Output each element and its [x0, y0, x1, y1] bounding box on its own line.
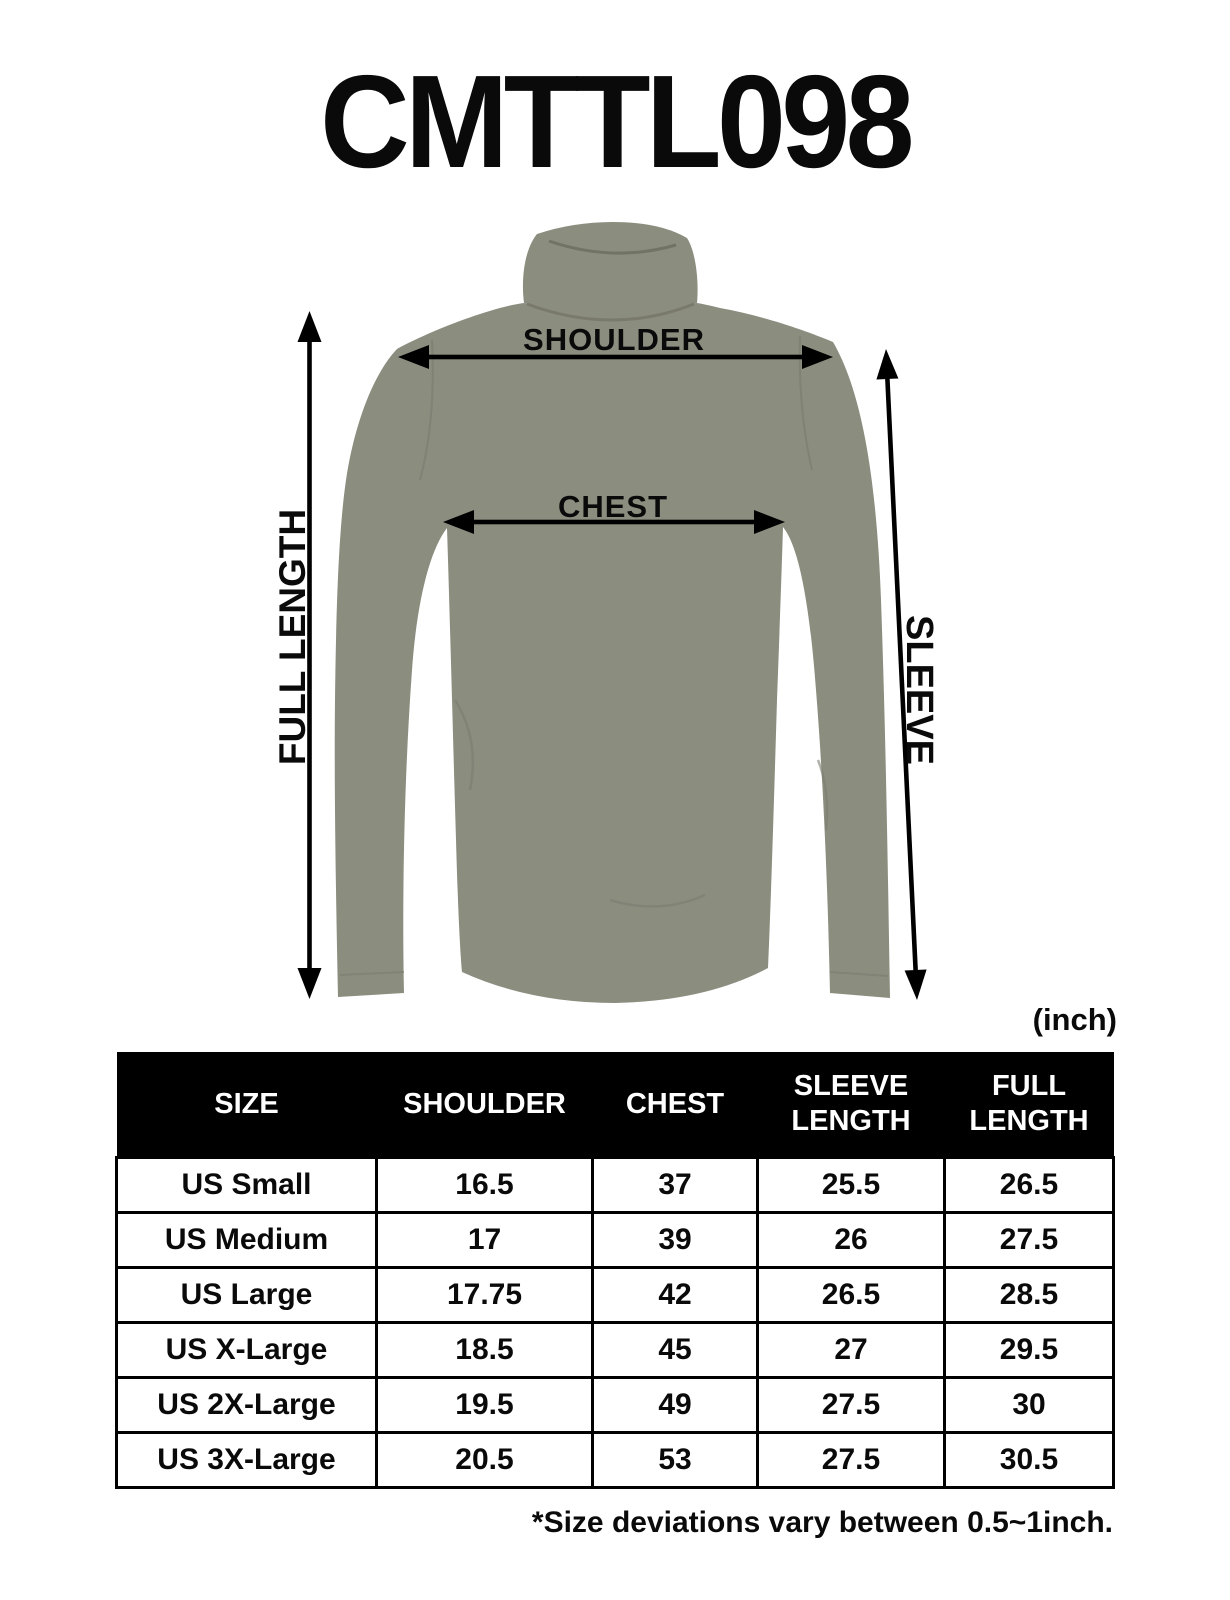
- table-row: [117, 1378, 1114, 1433]
- table-row: [117, 1213, 1114, 1268]
- cell-size: US 2X-Large: [117, 1378, 377, 1433]
- cell-sleeve-length: 26.5: [758, 1268, 945, 1323]
- cell-full-length: 30.5: [945, 1433, 1114, 1488]
- sleeve-label: SLEEVE: [898, 615, 940, 765]
- cell-chest: 45: [593, 1323, 758, 1378]
- cell-shoulder: 20.5: [377, 1433, 593, 1488]
- cell-full-length: 30: [945, 1378, 1114, 1433]
- cell-chest: 37: [593, 1158, 758, 1213]
- cell-shoulder: 17: [377, 1213, 593, 1268]
- table-row: [117, 1158, 1114, 1213]
- header-chest: CHEST: [593, 1052, 758, 1158]
- shoulder-label: SHOULDER: [523, 322, 705, 357]
- cell-sleeve-length: 27.5: [758, 1378, 945, 1433]
- full-length-label: FULL LENGTH: [272, 508, 313, 766]
- header-sleeve-length: SLEEVE LENGTH: [758, 1052, 945, 1158]
- cell-shoulder: 18.5: [377, 1323, 593, 1378]
- cell-shoulder: 19.5: [377, 1378, 593, 1433]
- cell-chest: 49: [593, 1378, 758, 1433]
- cell-chest: 42: [593, 1268, 758, 1323]
- turtleneck-collar: [523, 222, 698, 319]
- cell-size: US 3X-Large: [117, 1433, 377, 1488]
- cell-size: US Small: [117, 1158, 377, 1213]
- cell-chest: 53: [593, 1433, 758, 1488]
- cell-size: US X-Large: [117, 1323, 377, 1378]
- garment-measurement-diagram: [0, 200, 1230, 1020]
- table-header-row: [117, 1052, 1114, 1158]
- cell-size: US Large: [117, 1268, 377, 1323]
- cell-full-length: 28.5: [945, 1268, 1114, 1323]
- unit-label: (inch): [1032, 1002, 1117, 1037]
- table-row: [117, 1433, 1114, 1488]
- header-size: SIZE: [117, 1052, 377, 1158]
- footnote: *Size deviations vary between 0.5~1inch.: [531, 1506, 1113, 1539]
- cell-full-length: 26.5: [945, 1158, 1114, 1213]
- cell-sleeve-length: 26: [758, 1213, 945, 1268]
- cell-sleeve-length: 25.5: [758, 1158, 945, 1213]
- cell-sleeve-length: 27: [758, 1323, 945, 1378]
- chest-label: CHEST: [557, 489, 669, 524]
- cell-shoulder: 16.5: [377, 1158, 593, 1213]
- size-table: [115, 1052, 1115, 1489]
- cell-full-length: 29.5: [945, 1323, 1114, 1378]
- cell-sleeve-length: 27.5: [758, 1433, 945, 1488]
- page-title: CMTTL098: [320, 48, 910, 195]
- cell-size: US Medium: [117, 1213, 377, 1268]
- table-row: [117, 1268, 1114, 1323]
- cell-full-length: 27.5: [945, 1213, 1114, 1268]
- header-full-length: FULL LENGTH: [945, 1052, 1114, 1158]
- table-row: [117, 1323, 1114, 1378]
- cell-chest: 39: [593, 1213, 758, 1268]
- header-shoulder: SHOULDER: [377, 1052, 593, 1158]
- cell-shoulder: 17.75: [377, 1268, 593, 1323]
